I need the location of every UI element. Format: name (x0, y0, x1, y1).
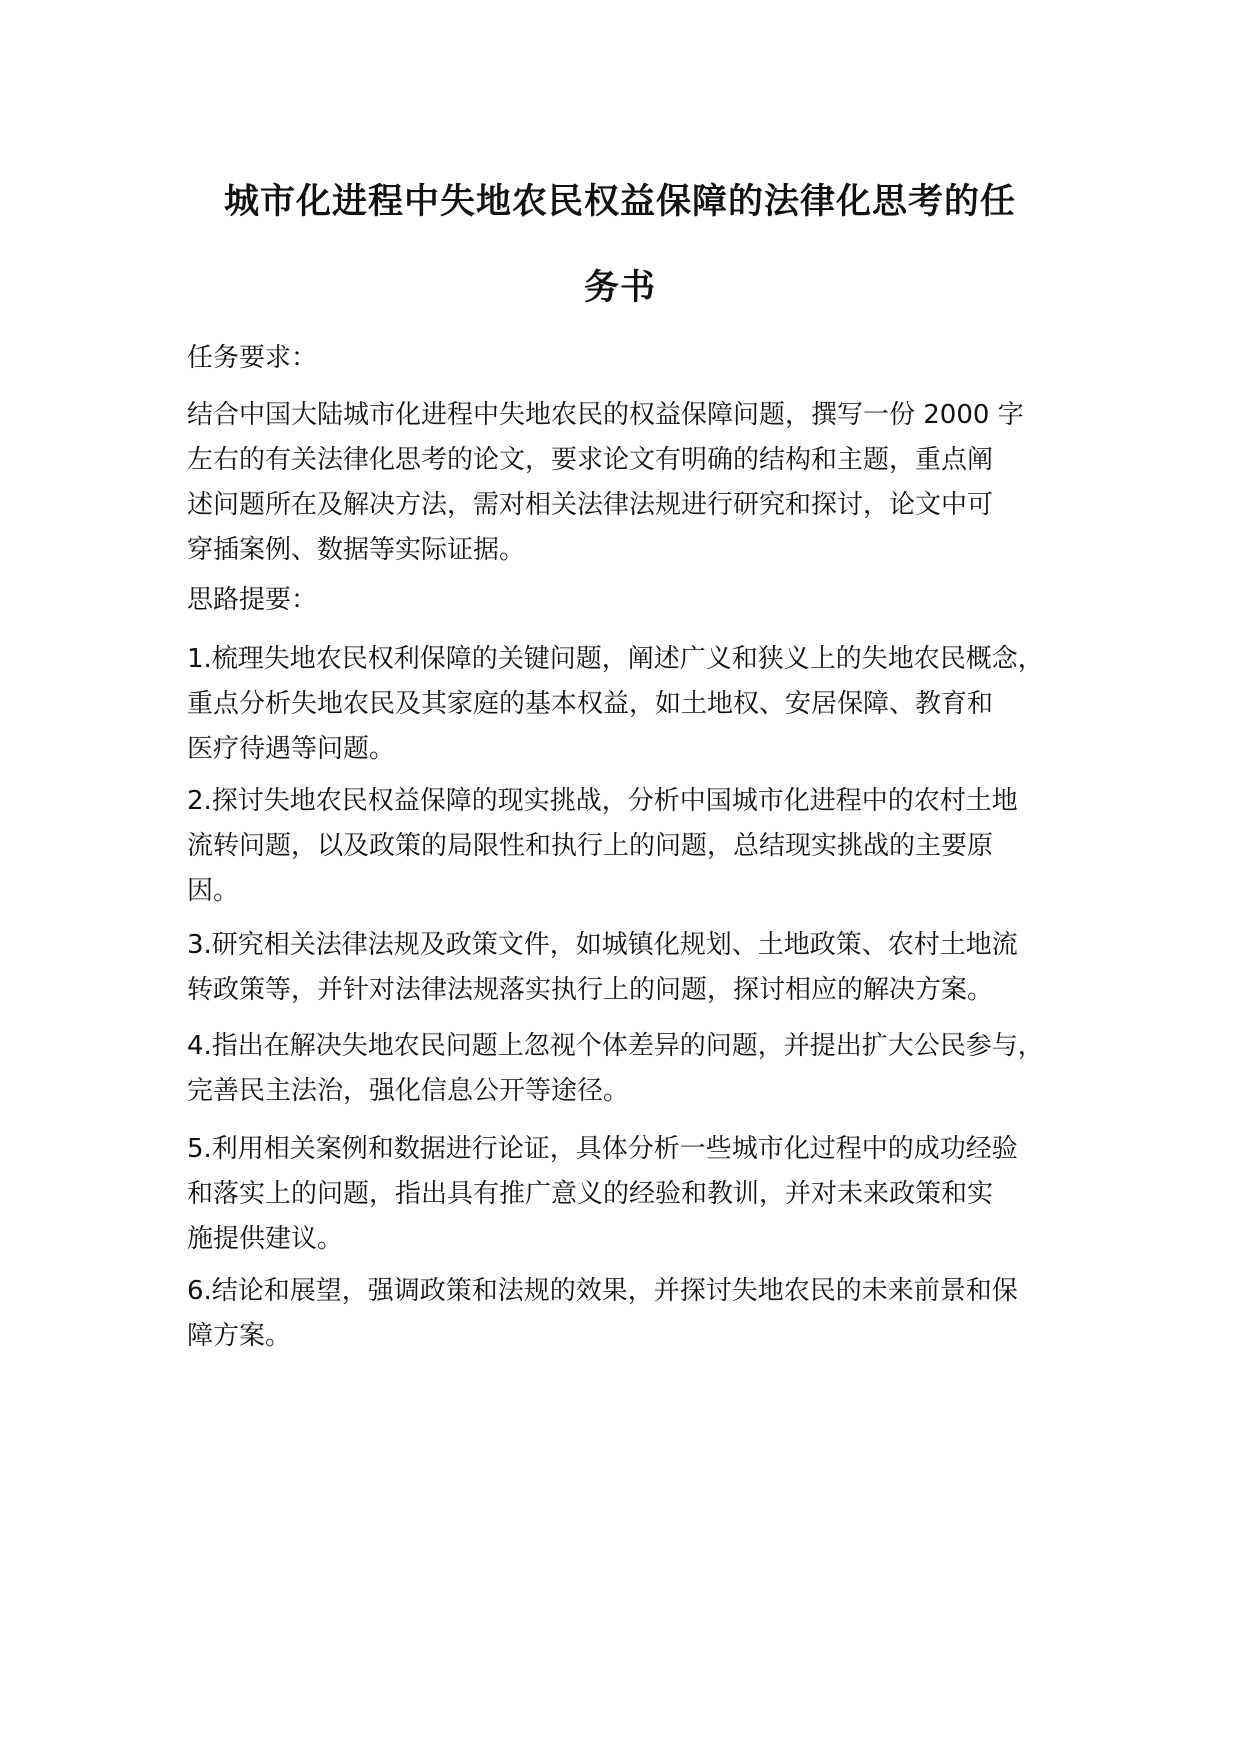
task-body-line: 结合中国大陆城市化进程中失地农民的权益保障问题，撰写一份 2000 字 (187, 400, 1024, 430)
outline-heading: 思路提要： (187, 585, 318, 615)
outline-item-line: 4.指出在解决失地农民问题上忽视个体差异的问题，并提出扩大公民参与， (187, 1031, 1044, 1061)
outline-item-line: 6.结论和展望，强调政策和法规的效果，并探讨失地农民的未来前景和保 (187, 1276, 1018, 1306)
outline-item-4 (187, 1024, 1077, 1114)
task-heading: 任务要求： (187, 343, 318, 373)
outline-item-line: 1.梳理失地农民权利保障的关键问题，阐述广义和狭义上的失地农民概念， (187, 644, 1044, 674)
outline-item-line: 障方案。 (187, 1321, 292, 1351)
task-body-line: 穿插案例、数据等实际证据。 (187, 535, 526, 565)
document-title-line-1: 城市化进程中失地农民权益保障的法律化思考的任 (223, 182, 1016, 222)
outline-item-line: 医疗待遇等问题。 (187, 734, 396, 764)
outline-item-3 (187, 923, 1077, 1013)
document-title-line-2: 务书 (583, 268, 656, 308)
outline-item-1 (187, 637, 1077, 772)
task-body-line: 左右的有关法律化思考的论文，要求论文有明确的结构和主题，重点阐 (187, 445, 994, 475)
outline-item-line: 转政策等，并针对法律法规落实执行上的问题，探讨相应的解决方案。 (187, 975, 994, 1005)
outline-item-line: 5.利用相关案例和数据进行论证，具体分析一些城市化过程中的成功经验 (187, 1134, 1018, 1164)
outline-item-line: 完善民主法治，强化信息公开等途径。 (187, 1076, 630, 1106)
outline-item-line: 重点分析失地农民及其家庭的基本权益，如土地权、安居保障、教育和 (187, 689, 994, 719)
task-body-line: 述问题所在及解决方法，需对相关法律法规进行研究和探讨，论文中可 (187, 490, 994, 520)
outline-item-line: 2.探讨失地农民权益保障的现实挑战，分析中国城市化进程中的农村土地 (187, 786, 1018, 816)
outline-item-line: 流转问题，以及政策的局限性和执行上的问题，总结现实挑战的主要原 (187, 831, 994, 861)
outline-item-line: 3.研究相关法律法规及政策文件，如城镇化规划、土地政策、农村土地流 (187, 930, 1018, 960)
outline-item-2 (187, 779, 1077, 914)
outline-item-line: 和落实上的问题，指出具有推广意义的经验和教训，并对未来政策和实 (187, 1179, 994, 1209)
outline-item-6 (187, 1269, 1077, 1359)
outline-item-line: 因。 (187, 876, 240, 906)
outline-item-5 (187, 1127, 1077, 1262)
outline-item-line: 施提供建议。 (187, 1224, 344, 1254)
task-body (187, 393, 1077, 573)
